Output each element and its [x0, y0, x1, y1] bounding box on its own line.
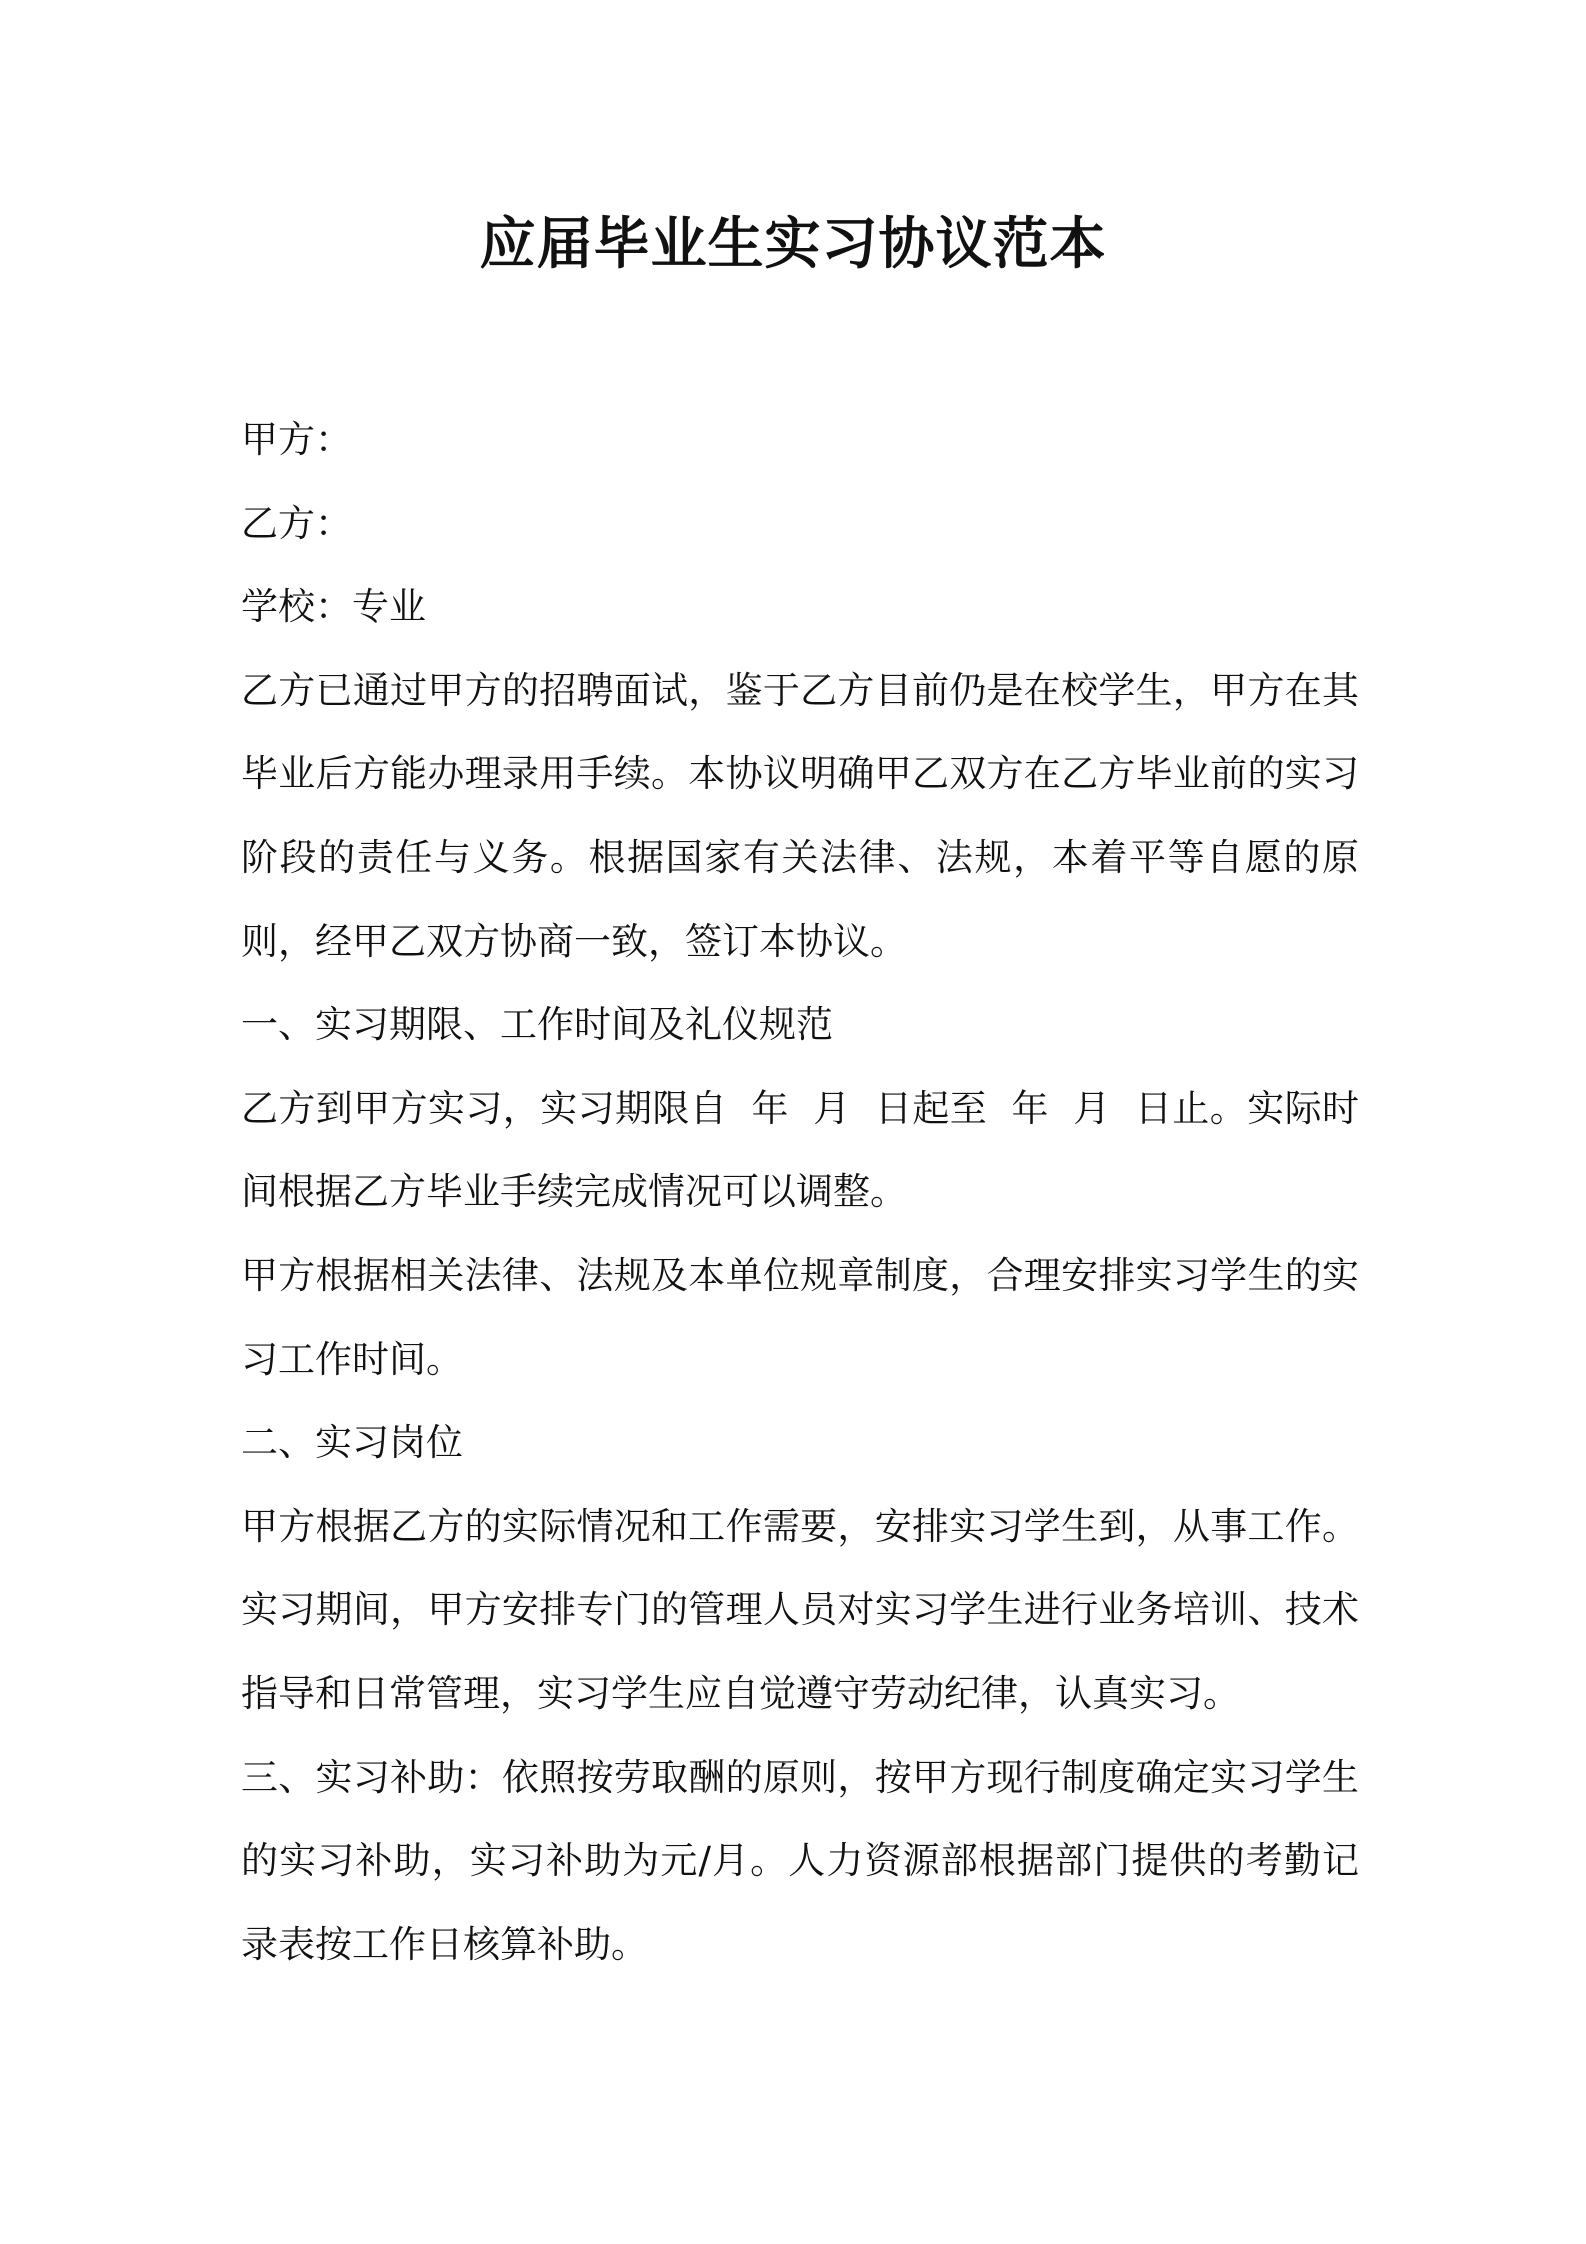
- section-1-paragraph-2: 甲方根据相关法律、法规及本单位规章制度，合理安排实习学生的实习工作时间。: [241, 1253, 1359, 1381]
- document-title: 应届毕业生实习协议范本: [479, 212, 1107, 277]
- intro-paragraph: 乙方已通过甲方的招聘面试，鉴于乙方目前仍是在校学生，甲方在其毕业后方能办理录用手续。本协议明确甲乙双方在乙方毕业前的实习阶段的责任与义务。根据国家有关法律、法规，本着平等自愿的原则，经甲乙双方协商一致，签订本协议。: [241, 668, 1359, 963]
- school-major-line: 学校：专业: [241, 585, 426, 629]
- document-body: [241, 398, 1359, 1986]
- section-3-paragraph-1: 三、实习补助：依照按劳取酬的原则，按甲方现行制度确定实习学生的实习补助，实习补助为元/月。人力资源部根据部门提供的考勤记录表按工作日核算补助。: [241, 1755, 1359, 1966]
- section-2-paragraph-1: 甲方根据乙方的实际情况和工作需要，安排实习学生到，从事工作。实习期间，甲方安排专门的管理人员对实习学生进行业务培训、技术指导和日常管理，实习学生应自觉遵守劳动纪律，认真实习。: [241, 1504, 1359, 1715]
- section-1-paragraph-1: 乙方到甲方实习，实习期限自 年 月 日起至 年 月 日止。实际时间根据乙方毕业手续完成情况可以调整。: [241, 1086, 1359, 1214]
- party-b-line: 乙方：: [241, 501, 352, 545]
- section-1-heading: 一、实习期限、工作时间及礼仪规范: [241, 1003, 833, 1047]
- party-a-line: 甲方：: [241, 418, 352, 461]
- section-2-heading: 二、实习岗位: [241, 1421, 463, 1465]
